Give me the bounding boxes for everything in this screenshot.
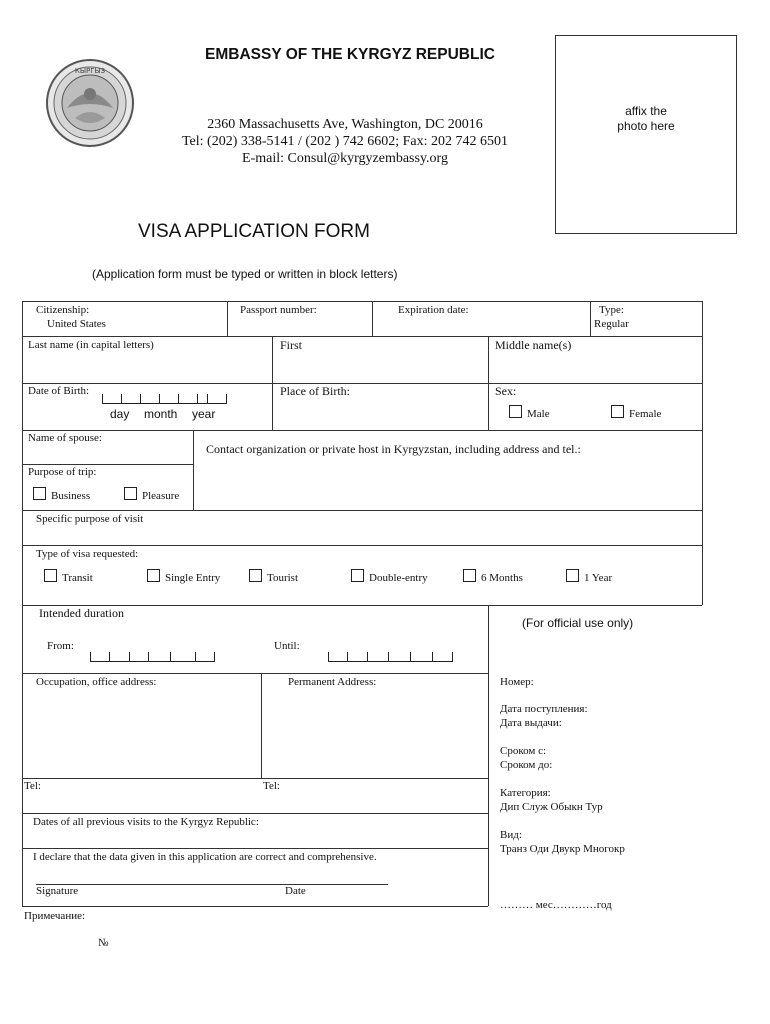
- visa-type-1-year[interactable]: 1 Year: [566, 569, 612, 584]
- official-number: Номер:: [500, 676, 534, 688]
- sex-female-option[interactable]: Female: [611, 405, 661, 420]
- previous-visits-field[interactable]: Dates of all previous visits to the Kyrgyz Republic:: [33, 816, 259, 828]
- official-kind-values: Транз Оди Двукр Многокр: [500, 843, 625, 855]
- passport-number-field[interactable]: Passport number:: [240, 304, 317, 316]
- last-name-field[interactable]: Last name (in capital letters): [28, 339, 154, 351]
- purpose-pleasure-option[interactable]: Pleasure: [124, 487, 179, 502]
- type-value[interactable]: Regular: [594, 318, 629, 330]
- visa-type-6-months[interactable]: 6 Months: [463, 569, 523, 584]
- from-label: From:: [47, 640, 74, 652]
- official-date-issued: Дата выдачи:: [500, 717, 562, 729]
- dob-label: Date of Birth:: [28, 385, 90, 397]
- visa-type-label: Type of visa requested:: [36, 548, 139, 560]
- visa-type-double-entry[interactable]: Double-entry: [351, 569, 428, 584]
- checkbox-icon: [124, 487, 137, 500]
- date-label: Date: [285, 885, 306, 897]
- until-label: Until:: [274, 640, 300, 652]
- tel-right-field[interactable]: Tel:: [263, 780, 280, 792]
- purpose-business-option[interactable]: Business: [33, 487, 90, 502]
- official-date-line: ……… мес…………год: [500, 899, 612, 911]
- note-label: Примечание:: [24, 910, 86, 922]
- embassy-email: E-mail: Consul@kyrgyzembassy.org: [242, 151, 448, 166]
- form-title: VISA APPLICATION FORM: [138, 221, 370, 242]
- checkbox-icon: [44, 569, 57, 582]
- citizenship-value[interactable]: United States: [47, 318, 106, 330]
- signature-label: Signature: [36, 885, 79, 897]
- embassy-address: 2360 Massachusetts Ave, Washington, DC 20016: [207, 117, 483, 132]
- expiration-date-field[interactable]: Expiration date:: [398, 304, 469, 316]
- official-category: Категория:: [500, 787, 551, 799]
- official-kind: Вид:: [500, 829, 522, 841]
- embassy-name: EMBASSY OF THE KYRGYZ REPUBLIC: [205, 46, 495, 63]
- place-of-birth-field[interactable]: Place of Birth:: [280, 384, 350, 398]
- checkbox-icon: [566, 569, 579, 582]
- checkbox-icon: [33, 487, 46, 500]
- official-term-to: Сроком до:: [500, 759, 553, 771]
- photo-box[interactable]: [555, 35, 737, 234]
- checkbox-icon: [611, 405, 624, 418]
- purpose-label: Purpose of trip:: [28, 466, 97, 478]
- official-use-title: (For official use only): [522, 616, 634, 630]
- checkbox-icon: [509, 405, 522, 418]
- first-name-field[interactable]: First: [280, 338, 303, 352]
- specific-purpose-field[interactable]: Specific purpose of visit: [36, 513, 144, 525]
- spouse-name-field[interactable]: Name of spouse:: [28, 432, 102, 444]
- official-term-from: Сроком с:: [500, 745, 547, 757]
- form-instruction: (Application form must be typed or written in block letters): [92, 267, 398, 281]
- dob-day-label: day: [110, 407, 130, 421]
- checkbox-icon: [147, 569, 160, 582]
- checkbox-icon: [249, 569, 262, 582]
- citizenship-label: Citizenship:: [36, 304, 90, 316]
- sex-male-option[interactable]: Male: [509, 405, 550, 420]
- embassy-seal: [45, 58, 135, 148]
- intended-duration-label: Intended duration: [39, 606, 124, 620]
- seal-emblem-icon: [45, 58, 135, 148]
- visa-type-single-entry[interactable]: Single Entry: [147, 569, 220, 584]
- declaration-text: I declare that the data given in this application are correct and comprehensive.: [33, 851, 377, 863]
- checkbox-icon: [351, 569, 364, 582]
- dob-month-label: month: [144, 407, 178, 421]
- number-sign: №: [98, 937, 109, 949]
- tel-left-field[interactable]: Tel:: [24, 780, 41, 792]
- official-date-received: Дата поступления:: [500, 703, 588, 715]
- photo-instruction: affix the photo here: [617, 104, 675, 133]
- svg-text:КЫРГЫЗ: КЫРГЫЗ: [74, 67, 106, 75]
- sex-label: Sex:: [495, 384, 517, 398]
- visa-type-transit[interactable]: Transit: [44, 569, 93, 584]
- dob-year-label: year: [192, 407, 216, 421]
- signature-line[interactable]: [36, 884, 388, 885]
- visa-type-tourist[interactable]: Tourist: [249, 569, 298, 584]
- official-category-values: Дип Служ Обыкн Тур: [500, 801, 603, 813]
- type-label: Type:: [599, 304, 624, 316]
- embassy-phone: Tel: (202) 338-5141 / (202 ) 742 6602; Fax: 202 742 6501: [181, 134, 509, 149]
- checkbox-icon: [463, 569, 476, 582]
- contact-organization-field[interactable]: Contact organization or private host in Kyrgyzstan, including address and tel.:: [206, 442, 581, 456]
- middle-name-field[interactable]: Middle name(s): [495, 338, 572, 352]
- permanent-address-field[interactable]: Permanent Address:: [288, 676, 377, 688]
- occupation-field[interactable]: Occupation, office address:: [36, 676, 157, 688]
